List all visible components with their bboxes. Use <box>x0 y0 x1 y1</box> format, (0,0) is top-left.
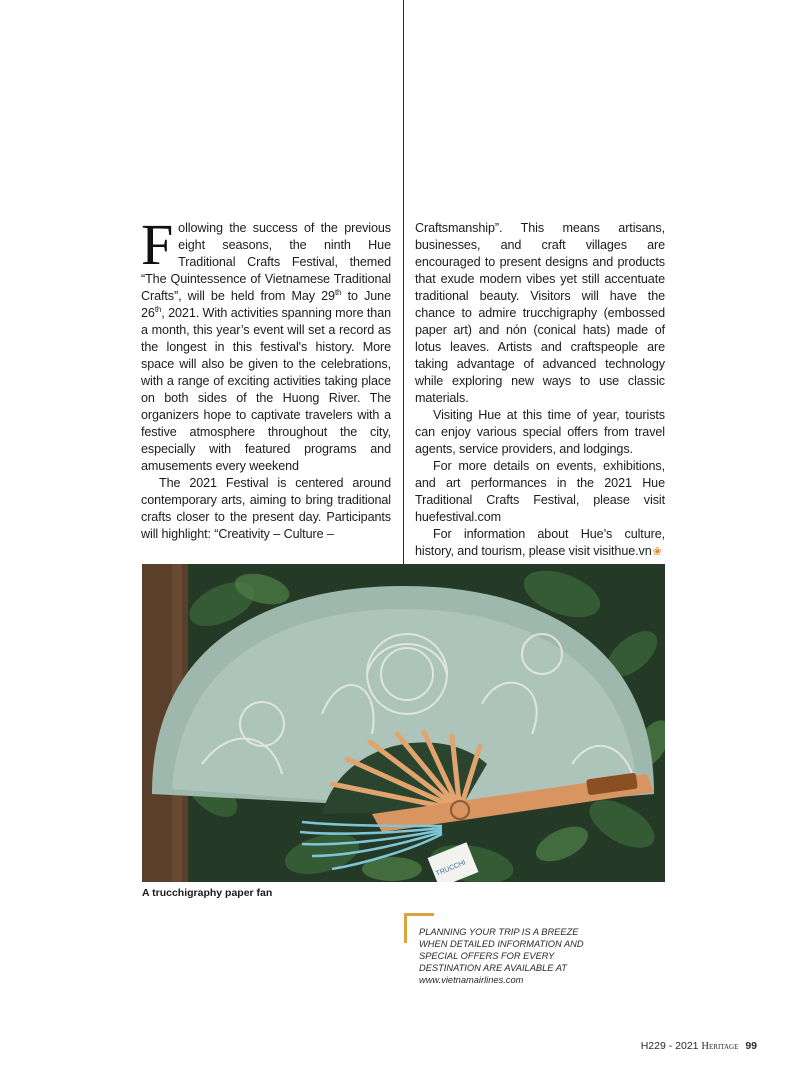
article-paragraph: Visiting Hue at this time of year, tourists can enjoy various special offers from travel agents, service providers, and lodgings. <box>415 408 665 456</box>
promo-text <box>419 926 594 986</box>
drop-cap: F <box>141 212 174 277</box>
superscript: th <box>154 304 162 314</box>
article-text: For information about Hue’s culture, history, and tourism, please visit visithue.vn <box>415 527 665 558</box>
article-paragraph: Craftsmanship”. This means artisans, businesses, and craft villages are encouraged to present designs and products that exude modern vibes yet still accentuate traditional beauty. Visitors will have the chance to admire trucchigraphy (embossed paper art) and nón (conical hats) made of lotus leaves. Artists and craftspeople are taking advantage of advanced technology while exploring new ways to use classic materials. <box>415 221 665 405</box>
article-column-right <box>415 220 665 561</box>
article-text: ollowing the success of the previous eight seasons, the ninth Hue Traditional Crafts Festival, themed “The Quintessence of Vietnamese Traditional Crafts”, will be held from May 29 <box>141 221 391 303</box>
photo-caption: A trucchigraphy paper fan <box>142 887 273 899</box>
promo-link[interactable]: www.vietnamairlines.com <box>419 975 524 985</box>
tag-label: TRUCCHI <box>435 859 467 878</box>
article-text: to June 26 <box>141 289 391 320</box>
fan-photo <box>142 564 665 882</box>
superscript: th <box>334 287 342 297</box>
article-paragraph: The 2021 Festival is centered around contemporary arts, aiming to bring traditional crafts closer to the present day. Participants will highlight: “Creativity – Culture – <box>141 476 391 541</box>
promo-box <box>404 913 594 993</box>
article-column-left <box>141 212 391 543</box>
article-paragraph <box>415 526 665 561</box>
promo-message: PLANNING YOUR TRIP IS A BREEZE WHEN DETAILED INFORMATION AND SPECIAL OFFERS FOR EVERY DESTINATION ARE AVAILABLE AT <box>419 927 584 973</box>
article-paragraph: For more details on events, exhibitions, and art performances in the 2021 Hue Traditional Crafts Festival, please visit huefestival.com <box>415 459 665 524</box>
article-text: , 2021. With activities spanning more than a month, this year’s event will set a record as the longest in this festival's history. More space will also be given to the celebrations, with a range of exciting activities taking place on both sides of the Huong River. The organizers hope to captivate travelers with a festive atmosphere throughout the city, especially with featured programs and amusements every weekend <box>141 306 391 473</box>
page-footer <box>641 1040 757 1052</box>
column-divider <box>403 0 404 575</box>
magazine-name: Heritage <box>701 1041 739 1052</box>
page-number: 99 <box>745 1040 757 1052</box>
lotus-icon: ❀ <box>652 546 662 558</box>
article-paragraph <box>141 212 391 475</box>
issue-label: H229 - 2021 <box>640 1040 699 1052</box>
